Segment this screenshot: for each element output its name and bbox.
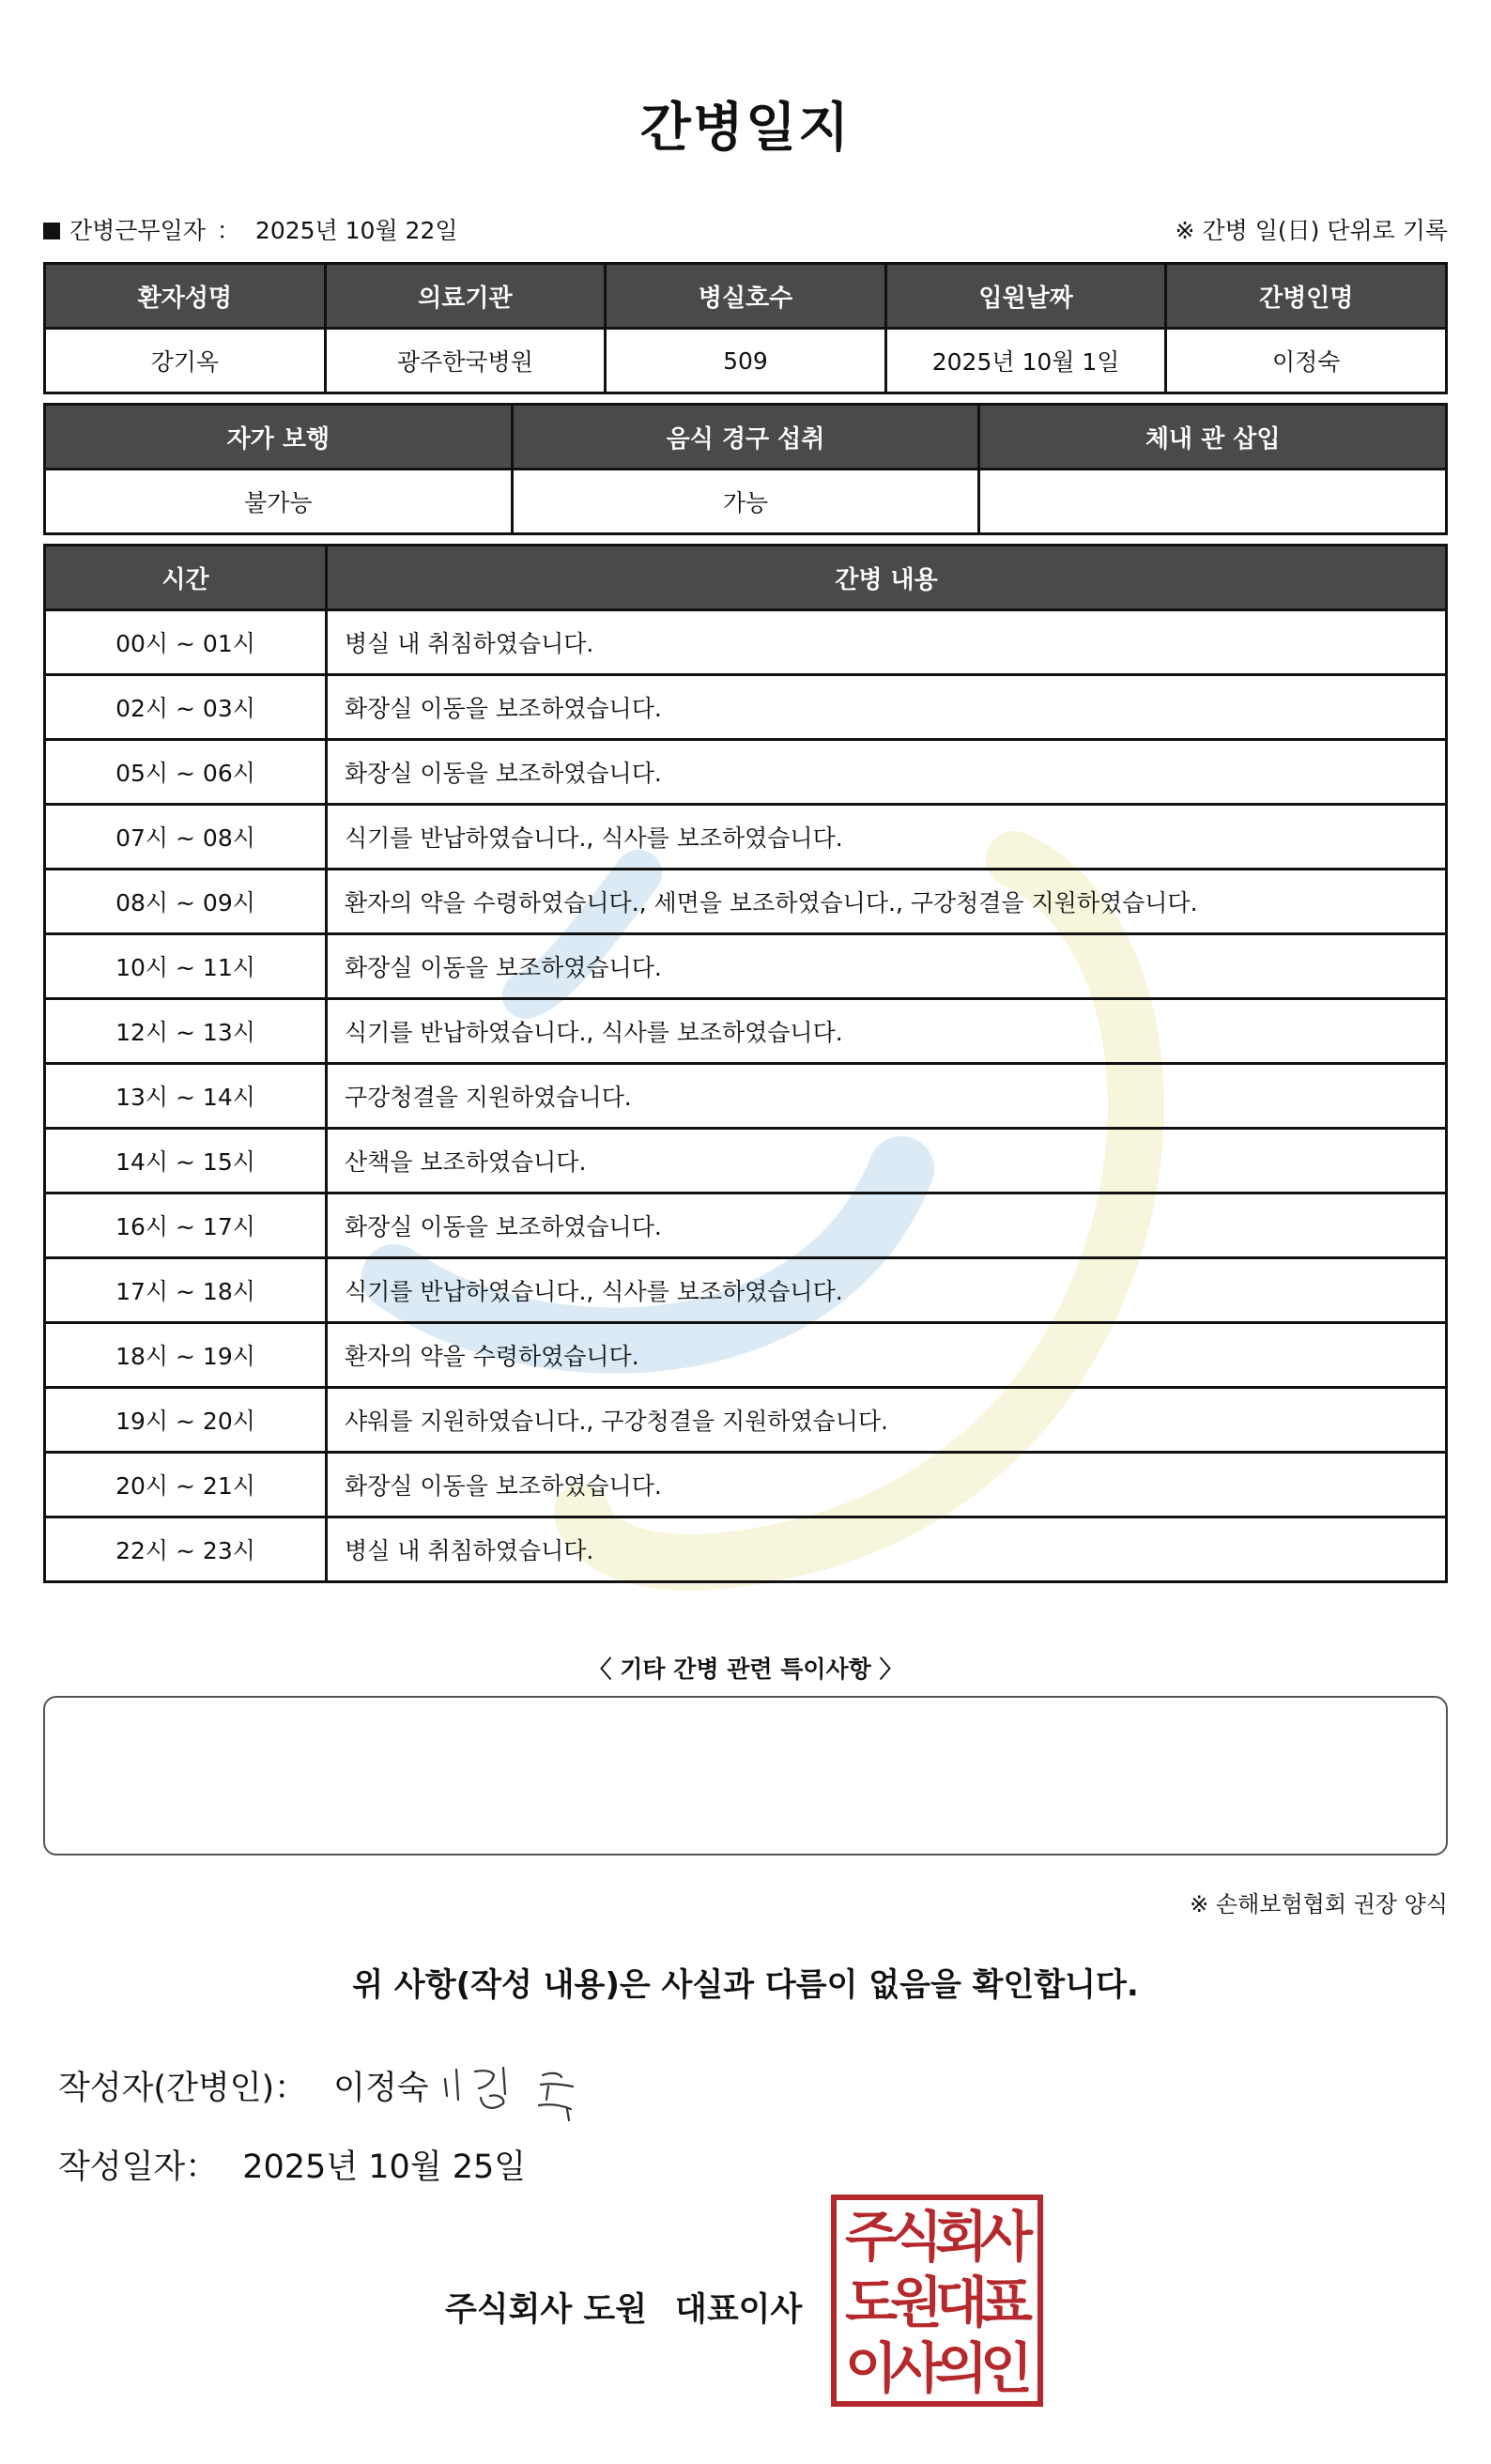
- header-caregiver-name: 간병인명: [1166, 264, 1447, 329]
- patient-info-table: [43, 262, 1448, 394]
- work-date-sep: ：: [216, 217, 240, 244]
- svg-text:사: 사: [889, 2336, 944, 2400]
- header-tube-insertion: 체내 관 삽입: [979, 405, 1447, 470]
- work-date-value: 2025년 10월 22일: [254, 217, 458, 244]
- table-row: [45, 870, 1447, 934]
- svg-text:이: 이: [844, 2336, 899, 2400]
- content-cell: 화장실 이동을 보조하였습니다.: [327, 1453, 1447, 1517]
- time-cell: 07시 ~ 08시: [45, 805, 327, 870]
- written-date-line: [58, 2141, 526, 2188]
- svg-text:대: 대: [934, 2271, 989, 2334]
- patient-info-value-row: [45, 329, 1447, 393]
- status-value-row: [45, 470, 1447, 534]
- table-row: [45, 999, 1447, 1064]
- header-oral-intake: 음식 경구 섭취: [512, 405, 979, 470]
- content-cell: 식기를 반납하였습니다., 식사를 보조하였습니다.: [327, 1258, 1447, 1323]
- patient-info-header-row: [45, 264, 1447, 329]
- status-header-row: [45, 405, 1447, 470]
- table-row: [45, 805, 1447, 870]
- content-cell: 샤워를 지원하였습니다., 구강청결을 지원하였습니다.: [327, 1388, 1447, 1453]
- work-date-label: 간병근무일자: [69, 217, 206, 244]
- content-cell: 산책을 보조하였습니다.: [327, 1129, 1447, 1194]
- header-patient-name: 환자성명: [45, 264, 326, 329]
- svg-text:표: 표: [979, 2271, 1034, 2334]
- time-cell: 22시 ~ 23시: [45, 1517, 327, 1582]
- work-date-line: [43, 212, 458, 246]
- content-cell: 화장실 이동을 보조하였습니다.: [327, 1194, 1447, 1258]
- table-row: [45, 610, 1447, 675]
- care-log-table: [43, 544, 1448, 1583]
- table-row: [45, 1064, 1447, 1129]
- time-cell: 20시 ~ 21시: [45, 1453, 327, 1517]
- caregiver-name: 이정숙: [1166, 329, 1447, 393]
- svg-text:사: 사: [979, 2205, 1034, 2269]
- unit-note: ※ 간병 일(日) 단위로 기록: [1175, 217, 1448, 244]
- patient-name: 강기옥: [45, 329, 326, 393]
- handwritten-signature: [438, 2051, 607, 2126]
- writer-name: 이정숙: [333, 2070, 429, 2107]
- square-bullet-icon: [43, 223, 60, 239]
- time-cell: 05시 ~ 06시: [45, 740, 327, 805]
- content-cell: 식기를 반납하였습니다., 식사를 보조하였습니다.: [327, 805, 1447, 870]
- content-cell: 병실 내 취침하였습니다.: [327, 610, 1447, 675]
- oral-intake: 가능: [512, 470, 979, 534]
- time-cell: 02시 ~ 03시: [45, 675, 327, 740]
- notes-title: 〈 기타 간병 관련 특이사항 〉: [588, 1656, 903, 1683]
- svg-text:주: 주: [844, 2205, 899, 2269]
- svg-text:의: 의: [934, 2336, 989, 2400]
- content-cell: 환자의 약을 수령하였습니다., 세면을 보조하였습니다., 구강청결을 지원하였습니다.: [327, 870, 1447, 934]
- table-row: [45, 1129, 1447, 1194]
- time-cell: 14시 ~ 15시: [45, 1129, 327, 1194]
- writer-label: 작성자(간병인)：: [58, 2070, 308, 2107]
- content-cell: 식기를 반납하였습니다., 식사를 보조하였습니다.: [327, 999, 1447, 1064]
- content-cell: 화장실 이동을 보조하였습니다.: [327, 675, 1447, 740]
- patient-status-table: [43, 403, 1448, 535]
- table-row: [45, 675, 1447, 740]
- tube-insertion: [979, 470, 1447, 534]
- content-cell: 구강청결을 지원하였습니다.: [327, 1064, 1447, 1129]
- self-walking: 불가능: [45, 470, 513, 534]
- header-admission-date: 입원날짜: [885, 264, 1166, 329]
- table-row: [45, 1388, 1447, 1453]
- writer-line: [58, 2062, 429, 2109]
- admission-date: 2025년 10월 1일: [885, 329, 1166, 393]
- written-date-label: 작성일자：: [58, 2148, 219, 2186]
- time-cell: 16시 ~ 17시: [45, 1194, 327, 1258]
- time-cell: 12시 ~ 13시: [45, 999, 327, 1064]
- care-log-header-row: [45, 546, 1447, 610]
- table-row: [45, 1258, 1447, 1323]
- content-cell: 화장실 이동을 보조하였습니다.: [327, 934, 1447, 999]
- written-date-value: 2025년 10월 25일: [242, 2148, 527, 2186]
- table-row: [45, 1194, 1447, 1258]
- company-seal-stamp: [830, 2194, 1044, 2408]
- table-row: [45, 740, 1447, 805]
- table-row: [45, 1323, 1447, 1388]
- header-room-number: 병실호수: [606, 264, 886, 329]
- svg-text:도: 도: [844, 2271, 899, 2334]
- room-number: 509: [606, 329, 886, 393]
- time-cell: 17시 ~ 18시: [45, 1258, 327, 1323]
- header-care-content: 간병 내용: [327, 546, 1447, 610]
- svg-text:회: 회: [934, 2205, 989, 2269]
- content-cell: 환자의 약을 수령하였습니다.: [327, 1323, 1447, 1388]
- company-line: [445, 2284, 802, 2331]
- time-cell: 18시 ~ 19시: [45, 1323, 327, 1388]
- hospital: 광주한국병원: [325, 329, 606, 393]
- header-time: 시간: [45, 546, 327, 610]
- confirmation-statement: 위 사항(작성 내용)은 사실과 다름이 없음을 확인합니다.: [352, 1966, 1139, 2004]
- header-hospital: 의료기관: [325, 264, 606, 329]
- time-cell: 08시 ~ 09시: [45, 870, 327, 934]
- time-cell: 00시 ~ 01시: [45, 610, 327, 675]
- table-row: [45, 934, 1447, 999]
- company-name: 주식회사 도원: [445, 2291, 648, 2329]
- svg-text:원: 원: [889, 2271, 944, 2334]
- recommend-note: ※ 손해보험협회 권장 양식: [1190, 1891, 1448, 1917]
- content-cell: 화장실 이동을 보조하였습니다.: [327, 740, 1447, 805]
- table-row: [45, 1517, 1447, 1582]
- svg-text:식: 식: [889, 2205, 944, 2269]
- time-cell: 19시 ~ 20시: [45, 1388, 327, 1453]
- company-rep: 대표이사: [675, 2291, 803, 2329]
- table-row: [45, 1453, 1447, 1517]
- time-cell: 10시 ~ 11시: [45, 934, 327, 999]
- content-cell: 병실 내 취침하였습니다.: [327, 1517, 1447, 1582]
- time-cell: 13시 ~ 14시: [45, 1064, 327, 1129]
- notes-box: [43, 1696, 1448, 1856]
- svg-text:인: 인: [979, 2336, 1034, 2400]
- page-title: 간병일지: [639, 98, 852, 159]
- header-self-walking: 자가 보행: [45, 405, 513, 470]
